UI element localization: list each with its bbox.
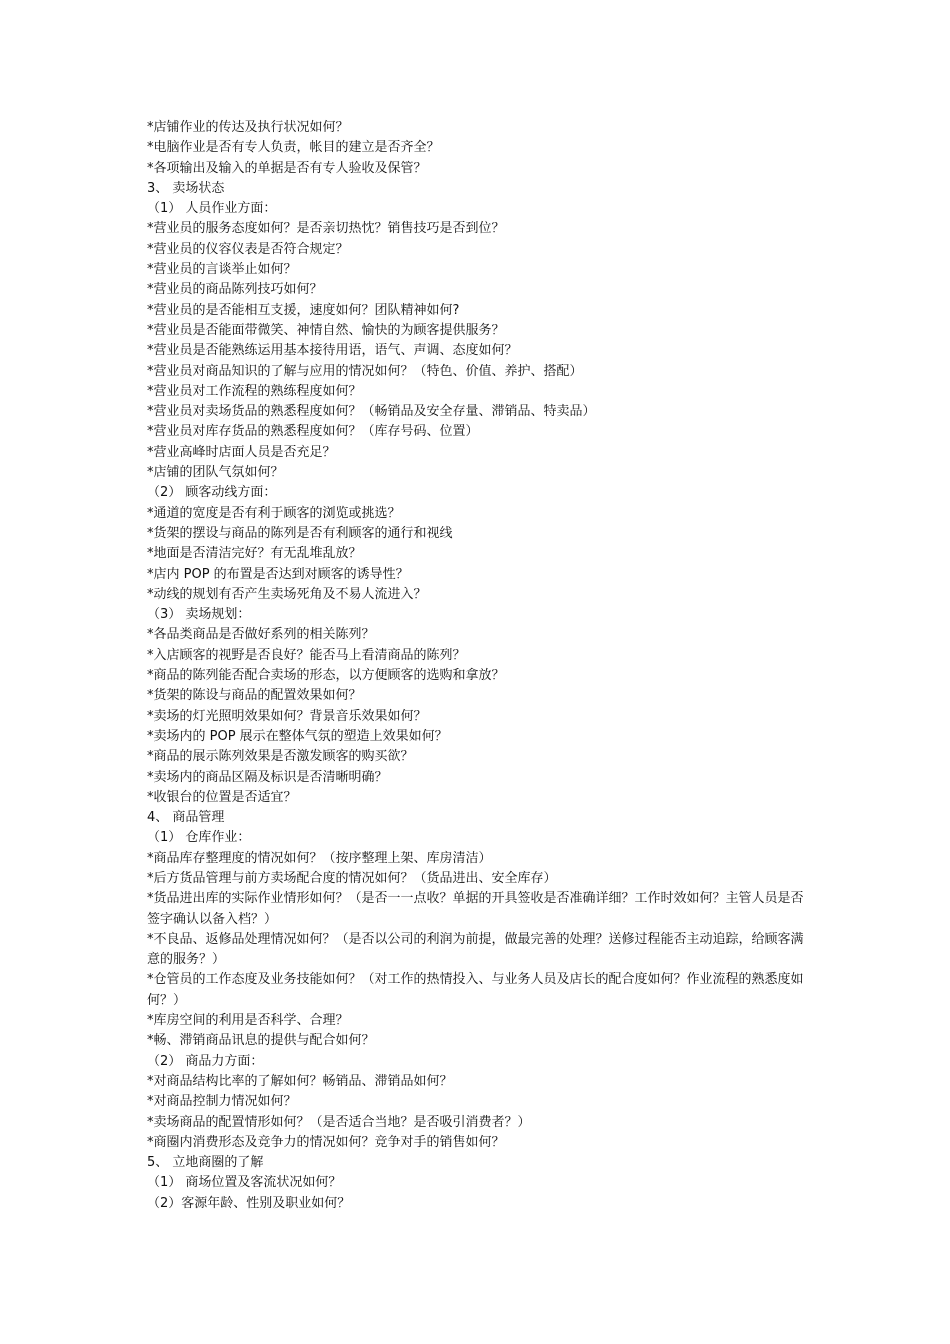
checklist-item: *营业员是否能熟练运用基本接待用语，语气、声调、态度如何？ bbox=[147, 343, 518, 359]
checklist-item: *各项输出及输入的单据是否有专人验收及保管？ bbox=[147, 160, 427, 176]
subsection-heading: （1） 商场位置及客流状况如何？ bbox=[147, 1175, 342, 1191]
checklist-item: *畅、滞销商品讯息的提供与配合如何？ bbox=[147, 1033, 375, 1049]
checklist-item: *不良品、返修品处理情况如何？（是否以公司的利润为前提，做最完善的处理？送修过程能否主动追踪，给顾客满意的服务？） bbox=[147, 931, 804, 968]
checklist-item: *店铺的团队气氛如何？ bbox=[147, 465, 284, 481]
checklist-item: *地面是否清洁完好？有无乱堆乱放？ bbox=[147, 546, 362, 562]
checklist-item: *营业员的言谈举止如何？ bbox=[147, 262, 297, 278]
subsection-heading: （1） 仓库作业： bbox=[147, 830, 251, 846]
checklist-item: *商圈内消费形态及竞争力的情况如何？竞争对手的销售如何？ bbox=[147, 1134, 505, 1150]
checklist-item: *通道的宽度是否有利于顾客的浏览或挑选？ bbox=[147, 505, 401, 521]
checklist-item: *后方货品管理与前方卖场配合度的情况如何？（货品进出、安全库存） bbox=[147, 870, 557, 886]
checklist-item: *店铺作业的传达及执行状况如何？ bbox=[147, 120, 349, 135]
checklist-item: *商品的展示陈列效果是否激发顾客的购买欲？ bbox=[147, 749, 414, 765]
checklist-item: *营业员对工作流程的熟练程度如何？ bbox=[147, 383, 362, 399]
checklist-item: *商品的陈列能否配合卖场的形态，以方便顾客的选购和拿放？ bbox=[147, 668, 505, 684]
checklist-item: *店内 POP 的布置是否达到对顾客的诱导性？ bbox=[147, 566, 409, 582]
checklist-item: *对商品控制力情况如何？ bbox=[147, 1094, 297, 1110]
checklist-item: *卖场内的商品区隔及标识是否清晰明确？ bbox=[147, 769, 388, 785]
checklist-item: *对商品结构比率的了解如何？畅销品、滞销品如何？ bbox=[147, 1073, 453, 1089]
checklist-item: *仓管员的工作态度及业务技能如何？（对工作的热情投入、与业务人员及店长的配合度如何？作业流程的熟悉度如何？） bbox=[147, 972, 804, 1008]
checklist-item: *卖场商品的配置情形如何？（是否适合当地？是否吸引消费者？） bbox=[147, 1114, 531, 1130]
checklist-item: *货架的陈设与商品的配置效果如何？ bbox=[147, 688, 362, 704]
checklist-item: *商品库存整理度的情况如何？（按序整理上架、库房清洁） bbox=[147, 850, 492, 866]
subsection-heading: （2） 商品力方面： bbox=[147, 1053, 264, 1069]
section-heading: 4、 商品管理 bbox=[147, 810, 225, 826]
checklist-item: *营业员的商品陈列技巧如何？ bbox=[147, 282, 323, 298]
checklist-item: *营业员的仪容仪表是否符合规定？ bbox=[147, 241, 349, 257]
checklist-item: *营业员对商品知识的了解与应用的情况如何？（特色、价值、养护、搭配） bbox=[147, 363, 583, 379]
subsection-heading: （1） 人员作业方面： bbox=[147, 201, 277, 217]
subsection-heading: （2） 顾客动线方面： bbox=[147, 485, 277, 501]
checklist-item: *营业员的服务态度如何？是否亲切热忱？销售技巧是否到位？ bbox=[147, 221, 505, 237]
checklist-item: *营业员对卖场货品的熟悉程度如何？（畅销品及安全存量、滞销品、特卖品） bbox=[147, 404, 596, 420]
checklist-item: *库房空间的利用是否科学、合理？ bbox=[147, 1013, 349, 1029]
checklist-item: *卖场的灯光照明效果如何？背景音乐效果如何？ bbox=[147, 708, 427, 724]
subsection-heading: （2）客源年龄、性别及职业如何？ bbox=[147, 1195, 351, 1211]
subsection-heading: （3） 卖场规划： bbox=[147, 607, 251, 623]
checklist-item: *营业高峰时店面人员是否充足？ bbox=[147, 444, 336, 460]
section-heading: 5、 立地商圈的了解 bbox=[147, 1155, 264, 1171]
checklist-item: *入店顾客的视野是否良好？能否马上看清商品的陈列？ bbox=[147, 647, 466, 663]
checklist-item: *各品类商品是否做好系列的相关陈列？ bbox=[147, 627, 375, 643]
checklist-item: *收银台的位置是否适宜？ bbox=[147, 789, 297, 805]
checklist-item: *货品进出库的实际作业情形如何？（是否一一点收？单据的开具签收是否准确详细？工作时效如何？主管人员是否签字确认以备入档？） bbox=[147, 891, 804, 927]
checklist-item: *电脑作业是否有专人负责，帐目的建立是否齐全？ bbox=[147, 140, 440, 156]
checklist-item: *营业员的是否能相互支援，速度如何？团队精神如何? bbox=[147, 302, 460, 318]
checklist-item: *营业员对库存货品的熟悉程度如何？（库存号码、位置） bbox=[147, 424, 479, 440]
checklist-item: *营业员是否能面带微笑、神情自然、愉快的为顾客提供服务？ bbox=[147, 322, 505, 338]
checklist-item: *货架的摆设与商品的陈列是否有利顾客的通行和视线 bbox=[147, 525, 453, 541]
checklist-item: *动线的规划有否产生卖场死角及不易人流进入？ bbox=[147, 586, 427, 602]
checklist-item: *卖场内的 POP 展示在整体气氛的塑造上效果如何？ bbox=[147, 728, 448, 744]
document-body bbox=[147, 118, 807, 1214]
section-heading: 3、 卖场状态 bbox=[147, 180, 225, 196]
